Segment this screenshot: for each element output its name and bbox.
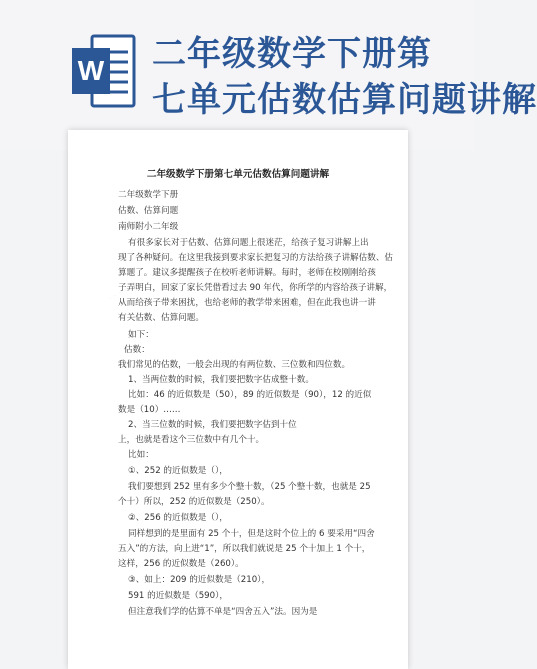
doc-line: 估数、估算问题 — [118, 206, 179, 216]
doc-line: 南师附小二年级 — [118, 222, 179, 232]
doc-line: 这样，256 的近似数是（260）。 — [118, 559, 244, 569]
doc-line: 二年级数学下册 — [118, 190, 179, 200]
doc-line: 2、当三位数的时候，我们要把数字估到十位 — [128, 420, 297, 430]
doc-line: 比如：46 的近似数是（50），89 的近似数是（90），12 的近似 — [128, 390, 372, 400]
document-title: 二年级数学下册第七单元估数估算问题讲解 — [146, 169, 330, 180]
doc-line: 个十）所以，252 的近似数是（250）。 — [118, 497, 270, 507]
doc-line: 上，也就是看这个三位数中有几个十。 — [118, 435, 265, 445]
doc-line: 有关估数、估算问题。 — [118, 313, 204, 323]
doc-line: 现了各种疑问。在这里我接到要求家长把复习的方法给孩子讲解估数、估 — [118, 253, 394, 263]
doc-line: 从而给孩子带来困扰，也给老师的教学带来困难，但在此我也讲一讲 — [118, 298, 376, 308]
svg-text:W: W — [77, 55, 105, 86]
document-page — [68, 130, 408, 669]
doc-line: ①、252 的近似数是（）， — [128, 466, 228, 476]
doc-line: 1、当两位数的时候，我们要把数字估成整十数。 — [128, 375, 314, 385]
doc-line: 数是（10）…… — [118, 405, 181, 415]
doc-line: 算题了。建议多提醒孩子在校听老师讲解。每时，老师在校刚刚给孩 — [118, 268, 376, 278]
doc-line: 但注意我们学的估算不单是“四舍五入”法。因为是 — [128, 607, 318, 617]
doc-line: ③、如上：209 的近似数是（210）， — [128, 575, 271, 585]
word-document-icon — [72, 34, 136, 108]
doc-line: 五入”的方法，向上进“1”，所以我们就说是 25 个十加上 1 个十， — [118, 544, 371, 554]
doc-line: 我们常见的估数，一般会出现的有两位数、三位数和四位数。 — [118, 360, 351, 370]
doc-line: ②、256 的近似数是（）， — [128, 513, 228, 523]
doc-line: 我们要想到 252 里有多少个整十数，（25 个整十数，也就是 25 — [128, 482, 371, 492]
doc-line: 比如： — [128, 450, 154, 460]
doc-line: 有很多家长对于估数、估算问题上很迷茫，给孩子复习讲解上出 — [128, 238, 369, 248]
page-title-line-1: 二年级数学下册第 — [152, 34, 432, 74]
doc-line: 子弄明白，回家了家长凭借看过去 90 年代，你所学的内容给孩子讲解， — [118, 283, 393, 293]
doc-line: 同样想到的是里面有 25 个十，但是这时个位上的 6 要采用“四舍 — [128, 529, 375, 539]
page-title-line-2: 七单元估数估算问题讲解 — [152, 80, 537, 120]
doc-line: 591 的近似数是（590）， — [128, 591, 228, 601]
watermark: · · · · — [106, 285, 130, 305]
doc-line: 如下： — [128, 330, 154, 340]
doc-line: 估数： — [124, 345, 150, 355]
